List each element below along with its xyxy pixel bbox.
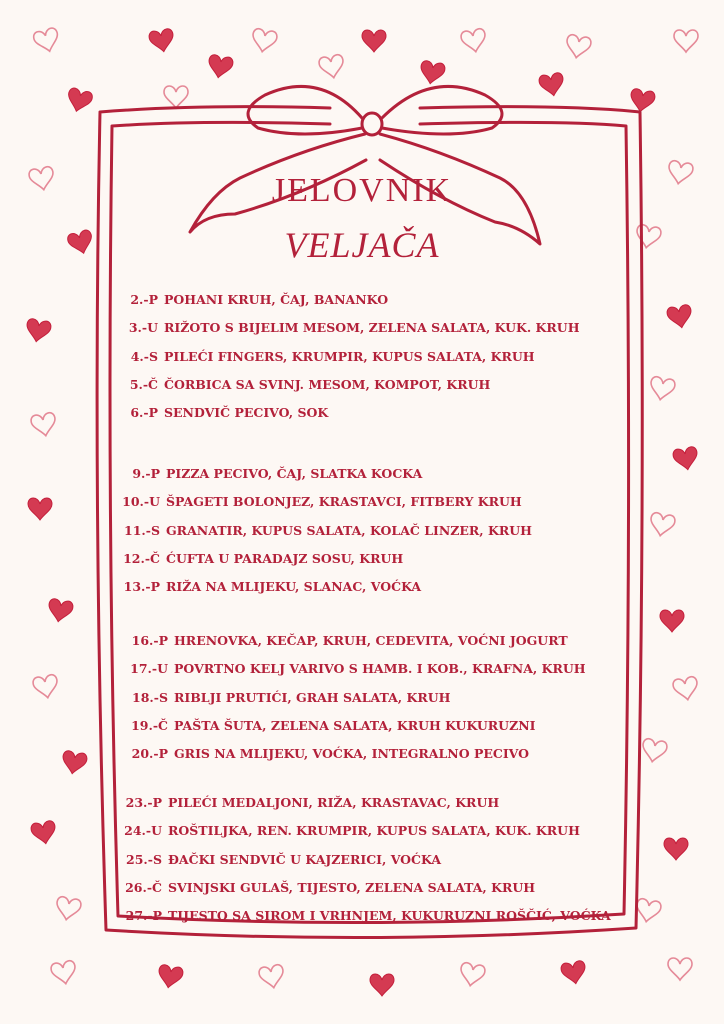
heart-filled-icon bbox=[672, 446, 699, 472]
heart-filled-icon bbox=[46, 598, 73, 624]
menu-day: 2.-P bbox=[130, 292, 158, 307]
menu-meal: PILEĆI FINGERS, KRUMPIR, KUPUS SALATA, KRUH bbox=[164, 348, 535, 364]
heart-outline-icon bbox=[460, 28, 487, 54]
heart-outline-icon bbox=[672, 676, 699, 702]
menu-day: 25.-S bbox=[126, 851, 162, 867]
menu-row bbox=[100, 346, 535, 368]
menu-title: JELOVNIK bbox=[271, 172, 453, 209]
heart-outline-icon bbox=[258, 964, 285, 990]
menu-row bbox=[100, 715, 535, 737]
menu-row bbox=[100, 548, 403, 570]
heart-filled-icon bbox=[666, 304, 693, 330]
heart-filled-icon bbox=[30, 820, 57, 846]
menu-row bbox=[100, 792, 499, 814]
heart-outline-icon bbox=[32, 27, 61, 54]
menu-row bbox=[100, 463, 422, 485]
heart-filled-icon bbox=[660, 610, 684, 632]
menu-row bbox=[100, 820, 580, 842]
heart-filled-icon bbox=[148, 28, 175, 54]
heart-outline-icon bbox=[30, 412, 57, 438]
menu-meal: GRANATIR, KUPUS SALATA, KOLAČ LINZER, KRUH bbox=[166, 522, 532, 538]
menu-day: 19.-Č bbox=[131, 717, 168, 733]
heart-outline-icon bbox=[32, 674, 59, 700]
heart-outline-icon bbox=[318, 54, 345, 80]
heart-filled-icon bbox=[362, 30, 386, 52]
heart-outline-icon bbox=[640, 738, 667, 764]
menu-row bbox=[100, 402, 328, 424]
heart-filled-icon bbox=[538, 72, 565, 98]
menu-meal: PILEĆI MEDALJONI, RIŽA, KRASTAVAC, KRUH bbox=[168, 795, 500, 810]
heart-filled-icon bbox=[156, 964, 183, 990]
heart-outline-icon bbox=[54, 896, 81, 922]
menu-meal: RIŽOTO S BIJELIM MESOM, ZELENA SALATA, KUK. KRUH bbox=[164, 320, 580, 336]
menu-row bbox=[100, 520, 532, 542]
menu-meal: HRENOVKA, KEČAP, KRUH, CEDEVITA, VOĆNI JOGURT bbox=[174, 633, 568, 648]
menu-day: 12.-Č bbox=[123, 550, 160, 566]
menu-day: 26.-Č bbox=[125, 879, 162, 895]
heart-outline-icon bbox=[634, 898, 661, 924]
heart-filled-icon bbox=[560, 960, 587, 986]
menu-day: 17.-U bbox=[130, 661, 168, 677]
menu-day: 10.-U bbox=[122, 494, 160, 510]
heart-outline-icon bbox=[164, 86, 188, 108]
heart-outline-icon bbox=[648, 512, 675, 538]
menu-day: 5.-Č bbox=[129, 376, 158, 392]
heart-outline-icon bbox=[668, 958, 692, 980]
menu-day: 11.-S bbox=[124, 522, 160, 538]
menu-row bbox=[100, 289, 388, 311]
menu-meal: SENDVIČ PECIVO, SOK bbox=[164, 405, 329, 421]
menu-row bbox=[100, 317, 580, 339]
menu-row bbox=[100, 905, 611, 927]
menu-row bbox=[100, 743, 529, 765]
menu-row bbox=[100, 576, 421, 598]
menu-meal: ROŠTILJKA, REN. KRUMPIR, KUPUS SALATA, KUK. KRUH bbox=[168, 823, 580, 839]
menu-day: 16.-P bbox=[131, 633, 168, 648]
heart-filled-icon bbox=[664, 838, 688, 860]
menu-meal: POHANI KRUH, ČAJ, BANANKO bbox=[164, 292, 389, 307]
menu-day: 20.-P bbox=[131, 746, 168, 762]
heart-filled-icon bbox=[370, 974, 394, 996]
heart-filled-icon bbox=[60, 750, 87, 776]
menu-row bbox=[100, 491, 522, 513]
menu-meal: RIŽA NA MLIJEKU, SLANAC, VOĆKA bbox=[166, 579, 422, 595]
menu-meal: ŠPAGETI BOLONJEZ, KRASTAVCI, FITBERY KRUH bbox=[166, 494, 522, 510]
heart-filled-icon bbox=[24, 318, 51, 344]
heart-filled-icon bbox=[206, 54, 233, 80]
heart-filled-icon bbox=[65, 87, 94, 114]
menu-row bbox=[100, 374, 490, 396]
menu-day: 24.-U bbox=[124, 823, 162, 839]
menu-meal: ĆUFTA U PARADAJZ SOSU, KRUH bbox=[166, 550, 404, 566]
heart-filled-icon bbox=[28, 498, 52, 520]
menu-meal: PIZZA PECIVO, ČAJ, SLATKA KOCKA bbox=[166, 466, 423, 481]
menu-meal: ĐAČKI SENDVIČ U KAJZERICI, VOĆKA bbox=[168, 851, 442, 867]
menu-meal: ČORBICA SA SVINJ. MESOM, KOMPOT, KRUH bbox=[164, 376, 491, 392]
menu-meal: GRIS NA MLIJEKU, VOĆKA, INTEGRALNO PECIVO bbox=[174, 746, 530, 762]
menu-day: 6.-P bbox=[130, 405, 158, 421]
menu-day: 13.-P bbox=[123, 579, 160, 595]
menu-meal: SVINJSKI GULAŠ, TIJESTO, ZELENA SALATA, KRUH bbox=[168, 879, 536, 895]
menu-day: 4.-S bbox=[130, 348, 158, 364]
menu-day: 23.-P bbox=[125, 795, 162, 810]
menu-meal: RIBLJI PRUTIĆI, GRAH SALATA, KRUH bbox=[174, 689, 451, 705]
menu-day: 9.-P bbox=[132, 466, 160, 481]
menu-row bbox=[100, 658, 586, 680]
menu-day: 27.-P bbox=[125, 908, 162, 924]
menu-meal: POVRTNO KELJ VARIVO S HAMB. I KOB., KRAFNA, KRUH bbox=[174, 661, 586, 677]
heart-outline-icon bbox=[674, 30, 698, 52]
heart-outline-icon bbox=[458, 962, 485, 988]
menu-month: VELJAČA bbox=[284, 225, 440, 265]
menu-row bbox=[100, 849, 441, 871]
heart-outline-icon bbox=[564, 34, 591, 60]
heart-outline-icon bbox=[50, 960, 77, 986]
menu-row bbox=[100, 687, 450, 709]
menu-row bbox=[100, 877, 535, 899]
menu-meal: PAŠTA ŠUTA, ZELENA SALATA, KRUH KUKURUZNI bbox=[174, 717, 536, 733]
menu-meal: TIJESTO SA SIROM I VRHNJEM, KUKURUZNI ROŠČIĆ, VOĆKA bbox=[168, 908, 611, 924]
heart-filled-icon bbox=[418, 60, 445, 86]
heart-outline-icon bbox=[250, 28, 277, 54]
menu-day: 18.-S bbox=[132, 689, 168, 705]
menu-day: 3.-U bbox=[128, 320, 158, 336]
menu-row bbox=[100, 630, 568, 652]
heart-outline-icon bbox=[648, 376, 675, 402]
